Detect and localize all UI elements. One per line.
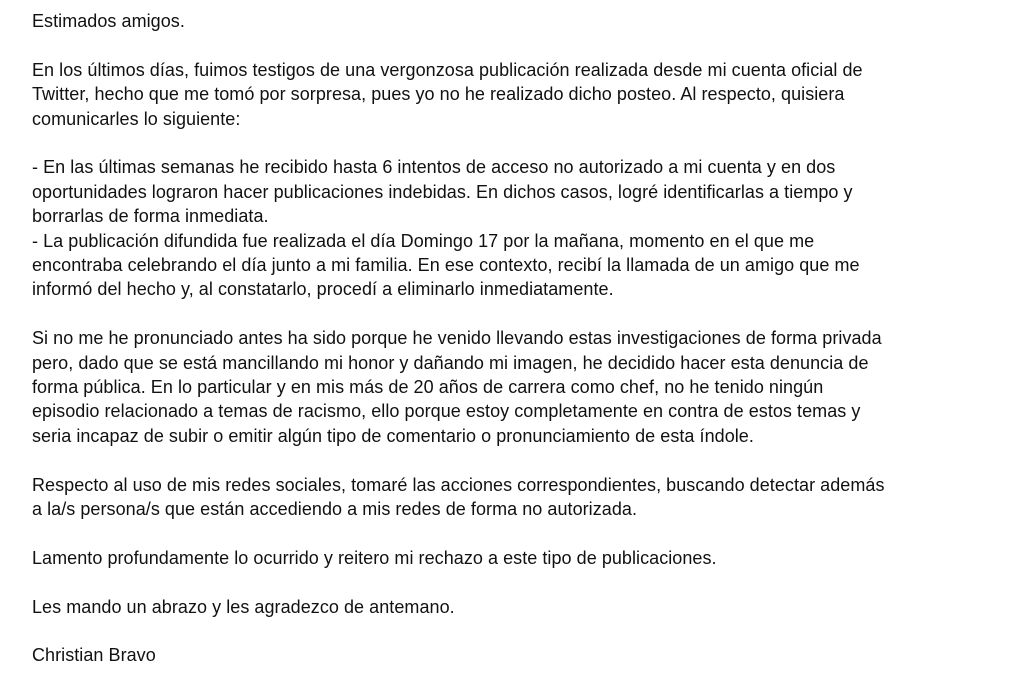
bullet-line: informó del hecho y, al constatarlo, procedí a eliminarlo inmediatamente. [32, 279, 614, 300]
greeting: Estimados amigos. [32, 11, 185, 31]
paragraph-regret: Lamento profundamente lo ocurrido y reitero mi rechazo a este tipo de publicaciones. [32, 547, 717, 568]
paragraph-actions-line: Respecto al uso de mis redes sociales, tomaré las acciones correspondientes, buscando detectar además [32, 474, 885, 495]
bullet-unauthorized-access [32, 155, 992, 228]
paragraph-actions [32, 473, 992, 522]
paragraph-intro-line: Twitter, hecho que me tomó por sorpresa, pues yo no he realizado dicho posteo. Al respecto, quisiera [32, 84, 845, 105]
paragraph-statement-line: Si no me he pronunciado antes ha sido porque he venido llevando estas investigaciones de forma privada [32, 328, 882, 349]
paragraph-actions-line: a la/s persona/s que están accediendo a mis redes de forma no autorizada. [32, 499, 638, 520]
bullet-line: encontraba celebrando el día junto a mi familia. En ese contexto, recibí la llamada de un amigo que me [32, 255, 860, 276]
signature: Christian Bravo [32, 645, 156, 666]
paragraph-statement-line: forma pública. En lo particular y en mis más de 20 años de carrera como chef, no he tenido ningún [32, 377, 824, 398]
paragraph-intro-line: comunicarles lo siguiente: [32, 108, 241, 129]
bullet-line: - En las últimas semanas he recibido hasta 6 intentos de acceso no autorizado a mi cuenta y en dos [32, 157, 836, 178]
bullet-line: oportunidades lograron hacer publicaciones indebidas. En dichos casos, logré identificarlas a tiempo y [32, 181, 853, 202]
letter-body [32, 9, 992, 668]
paragraph-farewell: Les mando un abrazo y les agradezco de antemano. [32, 596, 455, 617]
paragraph-statement-line: pero, dado que se está mancillando mi honor y dañando mi imagen, he decidido hacer esta denuncia de [32, 352, 869, 373]
bullet-line: borrarlas de forma inmediata. [32, 206, 269, 227]
paragraph-intro-line: En los últimos días, fuimos testigos de una vergonzosa publicación realizada desde mi cuenta oficial de [32, 59, 863, 80]
paragraph-statement-line: episodio relacionado a temas de racismo, ello porque estoy completamente en contra de estos temas y [32, 401, 861, 422]
paragraph-intro [32, 58, 992, 131]
bullet-publication-details [32, 229, 992, 302]
paragraph-statement-line: seria incapaz de subir o emitir algún tipo de comentario o pronunciamiento de esta índole. [32, 425, 754, 446]
paragraph-statement [32, 326, 992, 448]
bullet-line: - La publicación difundida fue realizada el día Domingo 17 por la mañana, momento en el que me [32, 230, 815, 251]
